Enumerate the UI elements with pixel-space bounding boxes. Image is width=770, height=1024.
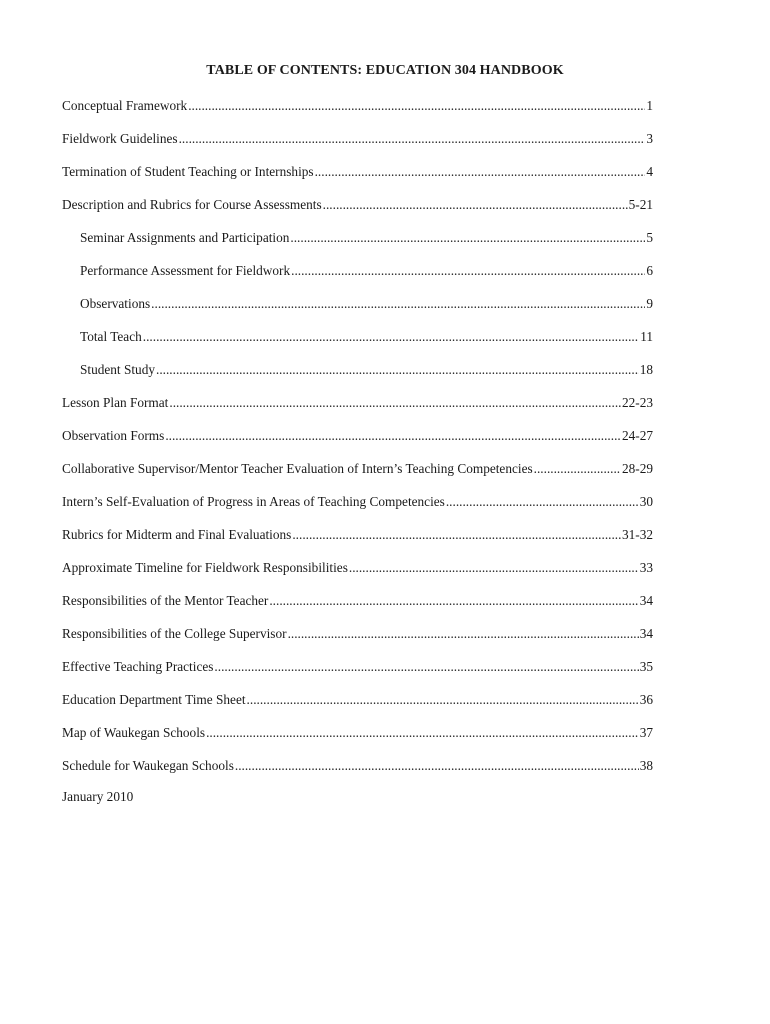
toc-dot-leader <box>534 459 621 479</box>
toc-entry <box>62 129 653 162</box>
toc-entry <box>62 294 653 327</box>
toc-entry-page: 5-21 <box>628 197 653 212</box>
toc-dot-leader <box>290 228 645 248</box>
toc-dot-leader <box>156 360 639 380</box>
toc-entry <box>62 360 653 393</box>
toc-entry-label: Collaborative Supervisor/Mentor Teacher Evaluation of Intern’s Teaching Competencies <box>62 461 533 476</box>
toc-entry-label: Education Department Time Sheet <box>62 692 246 707</box>
toc-dot-leader <box>206 723 639 743</box>
toc-entry-page: 34 <box>639 593 653 608</box>
toc-entry-label: Seminar Assignments and Participation <box>80 230 290 245</box>
toc-entry <box>62 426 653 459</box>
toc-dot-leader <box>188 96 645 116</box>
toc-dot-leader <box>151 294 645 314</box>
toc-entry-page: 6 <box>646 263 653 278</box>
toc-dot-leader <box>291 261 645 281</box>
toc-entry-page: 35 <box>639 659 653 674</box>
toc-dot-leader <box>323 195 628 215</box>
toc-entry-label: Observations <box>80 296 151 311</box>
toc-entry-label: Total Teach <box>80 329 142 344</box>
toc-dot-leader <box>349 558 639 578</box>
toc-entry-page: 36 <box>639 692 653 707</box>
toc-dot-leader <box>292 525 621 545</box>
toc-entry-page: 9 <box>646 296 653 311</box>
toc-dot-leader <box>179 129 646 149</box>
toc-entry-page: 24-27 <box>621 428 653 443</box>
toc-entry-label: Observation Forms <box>62 428 165 443</box>
toc-entry-page: 11 <box>640 329 653 344</box>
toc-entry-label: Rubrics for Midterm and Final Evaluations <box>62 527 292 542</box>
toc-entry-page: 34 <box>639 626 653 641</box>
toc-entry-label: Fieldwork Guidelines <box>62 131 178 146</box>
toc-entry-label: Responsibilities of the Mentor Teacher <box>62 593 269 608</box>
toc-entry-label: Lesson Plan Format <box>62 395 169 410</box>
toc-entry <box>62 558 653 591</box>
toc-entry <box>62 492 653 525</box>
toc-dot-leader <box>315 162 646 182</box>
toc-entry <box>62 459 653 492</box>
toc-dot-leader <box>143 327 639 347</box>
toc-entry-page: 30 <box>639 494 653 509</box>
toc-entry <box>62 690 653 723</box>
toc-entry <box>62 228 653 261</box>
toc-entry-page: 1 <box>646 98 653 113</box>
toc-entry-label: Performance Assessment for Fieldwork <box>80 263 291 278</box>
toc-entry-label: Map of Waukegan Schools <box>62 725 206 740</box>
toc-entry-page: 37 <box>639 725 653 740</box>
toc-entry-page: 31-32 <box>621 527 653 542</box>
toc-entry <box>62 525 653 558</box>
table-of-contents <box>62 96 653 789</box>
toc-dot-leader <box>235 756 639 776</box>
toc-entry <box>62 195 653 228</box>
toc-entry-page: 38 <box>639 758 653 773</box>
toc-entry <box>62 723 653 756</box>
toc-dot-leader <box>446 492 639 512</box>
toc-entry-page: 3 <box>646 131 653 146</box>
toc-entry-label: Responsibilities of the College Supervisor <box>62 626 287 641</box>
toc-entry-page: 18 <box>639 362 653 377</box>
toc-entry <box>62 657 653 690</box>
toc-dot-leader <box>269 591 638 611</box>
document-title: TABLE OF CONTENTS: EDUCATION 304 HANDBOOK <box>206 63 564 78</box>
toc-dot-leader <box>288 624 639 644</box>
toc-dot-leader <box>165 426 621 446</box>
toc-entry-label: Approximate Timeline for Fieldwork Responsibilities <box>62 560 348 575</box>
toc-entry-label: Description and Rubrics for Course Assessments <box>62 197 322 212</box>
toc-entry-page: 33 <box>639 560 653 575</box>
toc-dot-leader <box>169 393 621 413</box>
toc-entry <box>62 327 653 360</box>
toc-entry <box>62 591 653 624</box>
toc-entry-label: Conceptual Framework <box>62 98 188 113</box>
toc-entry-label: Termination of Student Teaching or Internships <box>62 164 314 179</box>
document-date: January 2010 <box>62 789 134 804</box>
toc-entry <box>62 162 653 195</box>
toc-entry <box>62 393 653 426</box>
toc-entry-page: 4 <box>646 164 653 179</box>
toc-dot-leader <box>247 690 639 710</box>
toc-entry <box>62 96 653 129</box>
toc-entry-label: Student Study <box>80 362 155 377</box>
toc-entry-label: Effective Teaching Practices <box>62 659 214 674</box>
toc-entry <box>62 261 653 294</box>
toc-dot-leader <box>214 657 638 677</box>
toc-entry-page: 5 <box>646 230 653 245</box>
toc-entry-page: 28-29 <box>621 461 653 476</box>
toc-entry-label: Intern’s Self-Evaluation of Progress in Areas of Teaching Competencies <box>62 494 445 509</box>
toc-entry-label: Schedule for Waukegan Schools <box>62 758 234 773</box>
toc-entry <box>62 756 653 789</box>
toc-entry-page: 22-23 <box>621 395 653 410</box>
toc-entry <box>62 624 653 657</box>
